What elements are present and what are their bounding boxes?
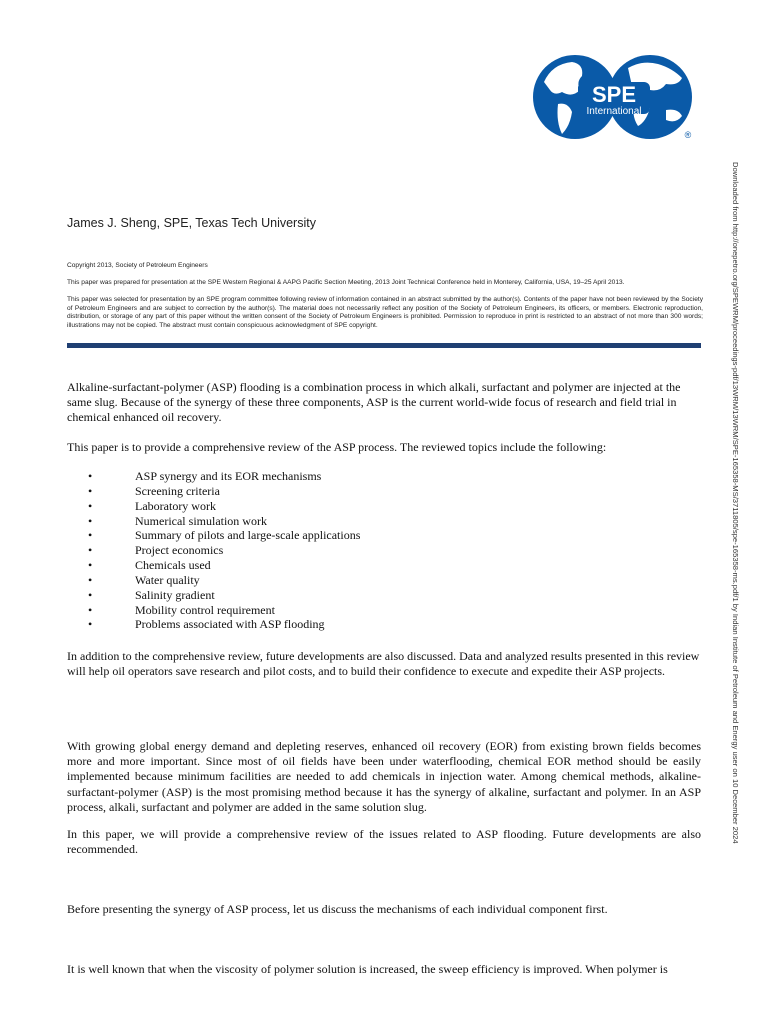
logo-international-text: International xyxy=(586,106,642,117)
header-divider xyxy=(67,343,701,348)
topic-label: Water quality xyxy=(135,572,200,587)
topic-label: Laboratory work xyxy=(135,498,216,513)
bullet-marker: • xyxy=(88,513,93,528)
topic-label: Screening criteria xyxy=(135,483,220,498)
introduction-paragraph-2: In this paper, we will provide a comprehensive review of the issues related to ASP flooding. Future developments are also recommended. xyxy=(67,827,701,857)
introduction-paragraph-1: With growing global energy demand and depleting reserves, enhanced oil recovery (EOR) from existing brown fields becomes more and more important. Since most of oil fields have been under waterflooding, chemical EOR method should be easily implemented because minimum facilities are needed to add chemicals in injection water. Among chemical methods, alkaline-surfactant-polymer (ASP) is the most promising method because it has the synergy of alkaline, surfactant and polymer. In an ASP process, alkali, surfactant and polymer are added in the same solution slug. xyxy=(67,739,701,814)
selection-notice: This paper was selected for presentation by an SPE program committee following review of information contained in an abstract submitted by the author(s). Contents of the paper have not been reviewed by the Society of Petroleum Engineers and are subject to correction by the author(s). The material does not necessarily reflect any position of the Society of Petroleum Engineers, its officers, or members. Electronic reproduction, distribution, or storage of any part of this paper without the written consent of the Society of Petroleum Engineers is prohibited. Permission to reproduce in print is restricted to an abstract of not more than 300 words; illustrations may not be copied. The abstract must contain conspicuous acknowledgment of SPE copyright. xyxy=(67,296,703,329)
bullet-marker: • xyxy=(88,528,93,543)
abstract-paragraph-1: Alkaline-surfactant-polymer (ASP) flooding is a combination process in which alkali, surfactant and polymer are injected at the same slug. Because of the synergy of these three components, ASP is the current world-wide focus of research and field trial in chemical enhanced oil recovery. xyxy=(67,380,681,425)
mechanisms-paragraph: Before presenting the synergy of ASP process, let us discuss the mechanisms of each individual component first. xyxy=(67,902,608,916)
topics-list xyxy=(88,469,688,632)
topic-label: Problems associated with ASP flooding xyxy=(135,617,325,632)
bullet-marker: • xyxy=(88,469,93,483)
logo-registered-mark: ® xyxy=(684,130,692,140)
bullet-marker: • xyxy=(88,572,93,587)
topic-item xyxy=(88,603,688,618)
polymer-paragraph: It is well known that when the viscosity of polymer solution is increased, the sweep efficiency is improved. When polymer is xyxy=(67,962,668,976)
topic-label: ASP synergy and its EOR mechanisms xyxy=(135,469,322,483)
abstract-paragraph-2: This paper is to provide a comprehensive review of the ASP process. The reviewed topics include the following: xyxy=(67,440,607,454)
topic-item xyxy=(88,543,688,558)
bullet-marker: • xyxy=(88,498,93,513)
abstract-paragraph-3: In addition to the comprehensive review, future developments are also discussed. Data and analyzed results presented in this review will help oil operators save research and pilot costs, and to build their confidence to execute and expedite their ASP projects. xyxy=(67,649,700,679)
logo-spe-text: SPE xyxy=(591,82,637,107)
topic-item xyxy=(88,588,688,603)
topic-item xyxy=(88,558,688,573)
topic-item xyxy=(88,528,688,543)
bullet-marker: • xyxy=(88,483,93,498)
presentation-notice: This paper was prepared for presentation at the SPE Western Regional & AAPG Pacific Section Meeting, 2013 Joint Technical Conference held in Monterey, California, USA, 19–25 April 2013. xyxy=(67,279,625,286)
bullet-marker: • xyxy=(88,587,93,602)
topic-item xyxy=(88,484,688,499)
copyright-notice: Copyright 2013, Society of Petroleum Engineers xyxy=(67,262,208,269)
bullet-marker: • xyxy=(88,602,93,617)
topic-label: Chemicals used xyxy=(135,558,211,573)
topic-label: Summary of pilots and large-scale applications xyxy=(135,528,361,543)
bullet-marker: • xyxy=(88,617,93,632)
spe-international-logo xyxy=(532,52,697,142)
topic-item xyxy=(88,617,688,632)
bullet-marker: • xyxy=(88,558,93,573)
topic-label: Mobility control requirement xyxy=(135,602,275,617)
author-line: James J. Sheng, SPE, Texas Tech University xyxy=(67,216,316,230)
bullet-marker: • xyxy=(88,543,93,558)
download-notice: Downloaded from http://onepetro.org/SPEWRM/proceedings-pdf/13WRM/13WRM/SPE-165358-MS/3711805/spe-165358-ms.pdf/1 by Indian Institute of Petroleum and Energy user on 10 December 2024 xyxy=(731,162,740,844)
topic-item xyxy=(88,573,688,588)
topic-label: Project economics xyxy=(135,543,224,558)
topic-item xyxy=(88,499,688,514)
topic-item xyxy=(88,514,688,529)
topic-label: Salinity gradient xyxy=(135,587,215,602)
topic-item xyxy=(88,469,688,484)
spe-globe-icon xyxy=(532,52,697,142)
topic-label: Numerical simulation work xyxy=(135,513,267,528)
